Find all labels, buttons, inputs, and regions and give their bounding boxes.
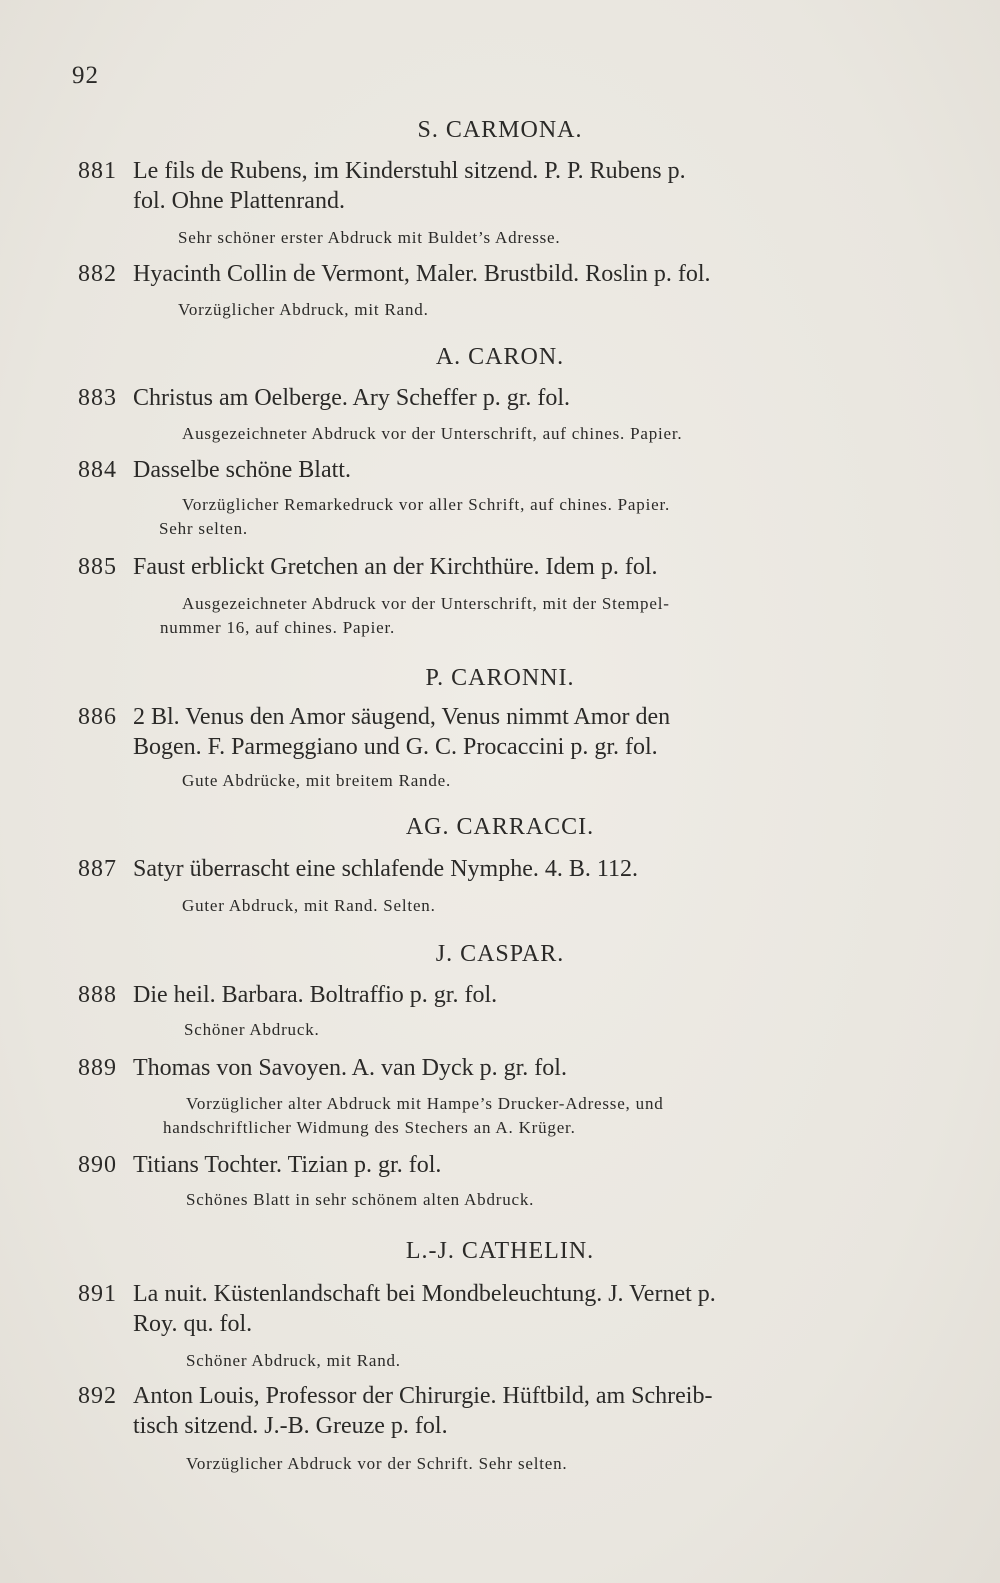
entry-number: 883: [78, 385, 117, 411]
entry-title-line: Thomas von Savoyen. A. van Dyck p. gr. fol.: [133, 1055, 567, 1081]
entry-title-line: Roy. qu. fol.: [133, 1311, 253, 1337]
entry-title-line: 2 Bl. Venus den Amor säugend, Venus nimmt Amor den: [133, 704, 671, 730]
entry-note-line: Vorzüglicher Abdruck, mit Rand.: [178, 300, 429, 319]
entry-note-line: Schöner Abdruck.: [184, 1020, 320, 1039]
page-number: 92: [72, 62, 99, 89]
entry-note-line: Vorzüglicher Abdruck vor der Schrift. Sehr selten.: [186, 1454, 568, 1473]
entry-title-line: Satyr überrascht eine schlafende Nymphe. 4. B. 112.: [133, 856, 638, 882]
entry-number: 882: [78, 261, 117, 287]
section-heading: L.-J. CATHELIN.: [405, 1238, 595, 1264]
entry-note-line: Vorzüglicher Remarkedruck vor aller Schrift, auf chines. Papier.: [182, 495, 671, 514]
entry-number: 890: [78, 1152, 117, 1178]
entry-title-line: Die heil. Barbara. Boltraffio p. gr. fol.: [133, 982, 498, 1008]
entry-note-line: nummer 16, auf chines. Papier.: [160, 618, 396, 637]
entry-note-line: Guter Abdruck, mit Rand. Selten.: [182, 896, 436, 915]
entry-title-line: Anton Louis, Professor der Chirurgie. Hüftbild, am Schreib-: [133, 1383, 713, 1409]
entry-number: 888: [78, 982, 117, 1008]
entry-note-line: Schönes Blatt in sehr schönem alten Abdruck.: [186, 1190, 535, 1209]
entry-note-line: Vorzüglicher alter Abdruck mit Hampe’s Drucker-Adresse, und: [186, 1094, 664, 1113]
entry-note-line: Ausgezeichneter Abdruck vor der Unterschrift, mit der Stempel-: [182, 594, 670, 613]
entry-number: 892: [78, 1383, 117, 1409]
entry-number: 887: [78, 856, 117, 882]
entry-note-line: Gute Abdrücke, mit breitem Rande.: [182, 771, 452, 790]
entry-number: 886: [78, 704, 117, 730]
entry-number: 889: [78, 1055, 117, 1081]
entry-note-line: handschriftlicher Widmung des Stechers an A. Krüger.: [163, 1118, 576, 1137]
entry-note-line: Schöner Abdruck, mit Rand.: [186, 1351, 401, 1370]
entry-number: 881: [78, 158, 117, 184]
entry-title-line: Christus am Oelberge. Ary Scheffer p. gr. fol.: [133, 385, 571, 411]
entry-title-line: Dasselbe schöne Blatt.: [133, 457, 351, 483]
section-heading: AG. CARRACCI.: [405, 814, 595, 840]
entry-number: 884: [78, 457, 117, 483]
entry-title-line: tisch sitzend. J.-B. Greuze p. fol.: [133, 1413, 448, 1439]
entry-title-line: Faust erblickt Gretchen an der Kirchthüre. Idem p. fol.: [133, 554, 658, 580]
section-heading: P. CARONNI.: [425, 665, 575, 691]
entry-title-line: fol. Ohne Plattenrand.: [133, 188, 345, 214]
entry-note-line: Ausgezeichneter Abdruck vor der Unterschrift, auf chines. Papier.: [182, 424, 683, 443]
section-heading: S. CARMONA.: [417, 117, 583, 143]
entry-title-line: Le fils de Rubens, im Kinderstuhl sitzend. P. P. Rubens p.: [133, 158, 686, 184]
entry-title-line: La nuit. Küstenlandschaft bei Mondbeleuchtung. J. Vernet p.: [133, 1281, 716, 1307]
entry-number: 885: [78, 554, 117, 580]
section-heading: J. CASPAR.: [435, 941, 565, 967]
entry-title-line: Hyacinth Collin de Vermont, Maler. Brustbild. Roslin p. fol.: [133, 261, 711, 287]
section-heading: A. CARON.: [435, 344, 565, 370]
entry-note-line: Sehr schöner erster Abdruck mit Buldet’s Adresse.: [178, 228, 561, 247]
entry-number: 891: [78, 1281, 117, 1307]
entry-title-line: Titians Tochter. Tizian p. gr. fol.: [133, 1152, 442, 1178]
entry-title-line: Bogen. F. Parmeggiano und G. C. Procaccini p. gr. fol.: [133, 734, 658, 760]
entry-note-line: Sehr selten.: [159, 519, 248, 538]
